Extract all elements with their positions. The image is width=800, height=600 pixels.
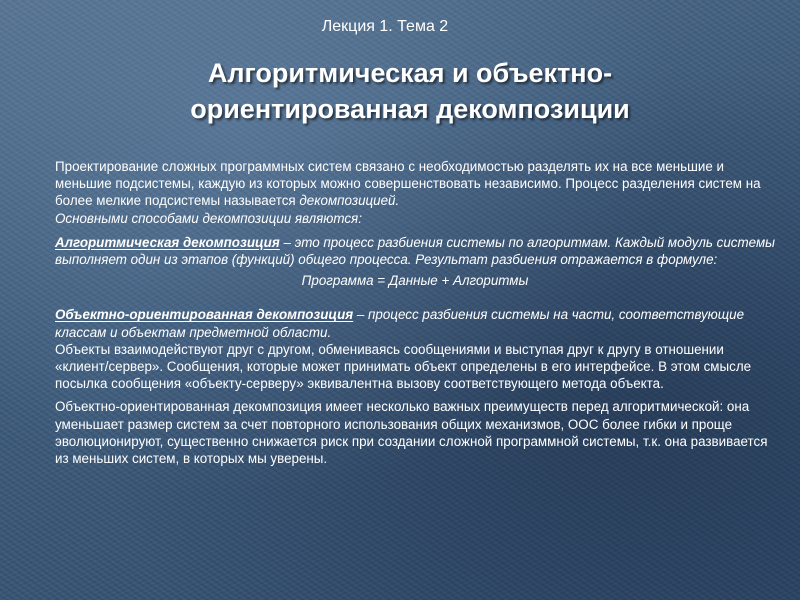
oo-term: Объектно-ориентированная декомпозиция <box>55 307 354 323</box>
oo-paragraph <box>55 306 775 340</box>
slide-title-line-1: Алгоритмическая и объектно- <box>207 58 613 88</box>
methods-line: Основными способами декомпозиции являются: <box>55 210 362 226</box>
oo-details: Объекты взаимодействуют друг с другом, обмениваясь сообщениями и выступая друг к другу в отношении «клиент/сервер». Сообщения, которые может принимать объект определены в его интерфейсе. В этом смысле посылка сообщения «объекту-серверу» эквивалентна вызову соответствующего метода объекта. <box>55 341 752 392</box>
oo-text: – процесс разбиения системы на части, соответствующие классам и объектам предметной области. <box>55 307 745 340</box>
slide-body <box>55 158 775 467</box>
advantages-paragraph: Объектно-ориентированная декомпозиция имеет несколько важных преимуществ перед алгоритмической: она уменьшает размер систем за счет повторного использования общих механизмов, ООС более гибки и проще эволюционируют, существенно снижается риск при создании сложной программной системы, т.к. она развивается из меньших систем, в которых мы уверены. <box>55 399 768 467</box>
intro-text: Проектирование сложных программных систем связано с необходимостью разделять их на все меньшие и меньшие подсистемы, каждую из которых можно совершенствовать независимо. Процесс разделения систем на более мелкие подсистемы называется <box>55 159 761 209</box>
algorithmic-term: Алгоритмическая декомпозиция <box>55 234 280 250</box>
intro-paragraph <box>55 158 775 210</box>
lecture-label: Лекция 1. Тема 2 <box>321 18 449 35</box>
slide-title-line-2: ориентированная декомпозиции <box>190 94 630 124</box>
algorithmic-paragraph <box>55 234 775 268</box>
intro-term: декомпозицией. <box>299 193 400 209</box>
algorithmic-text: – это процесс разбиения системы по алгоритмам. Каждый модуль системы выполняет один из этапов (функций) общего процесса. Результат разбиения отражается в формуле: <box>55 234 775 268</box>
formula: Программа = Данные + Алгоритмы <box>301 273 529 289</box>
slide-title <box>60 55 760 127</box>
